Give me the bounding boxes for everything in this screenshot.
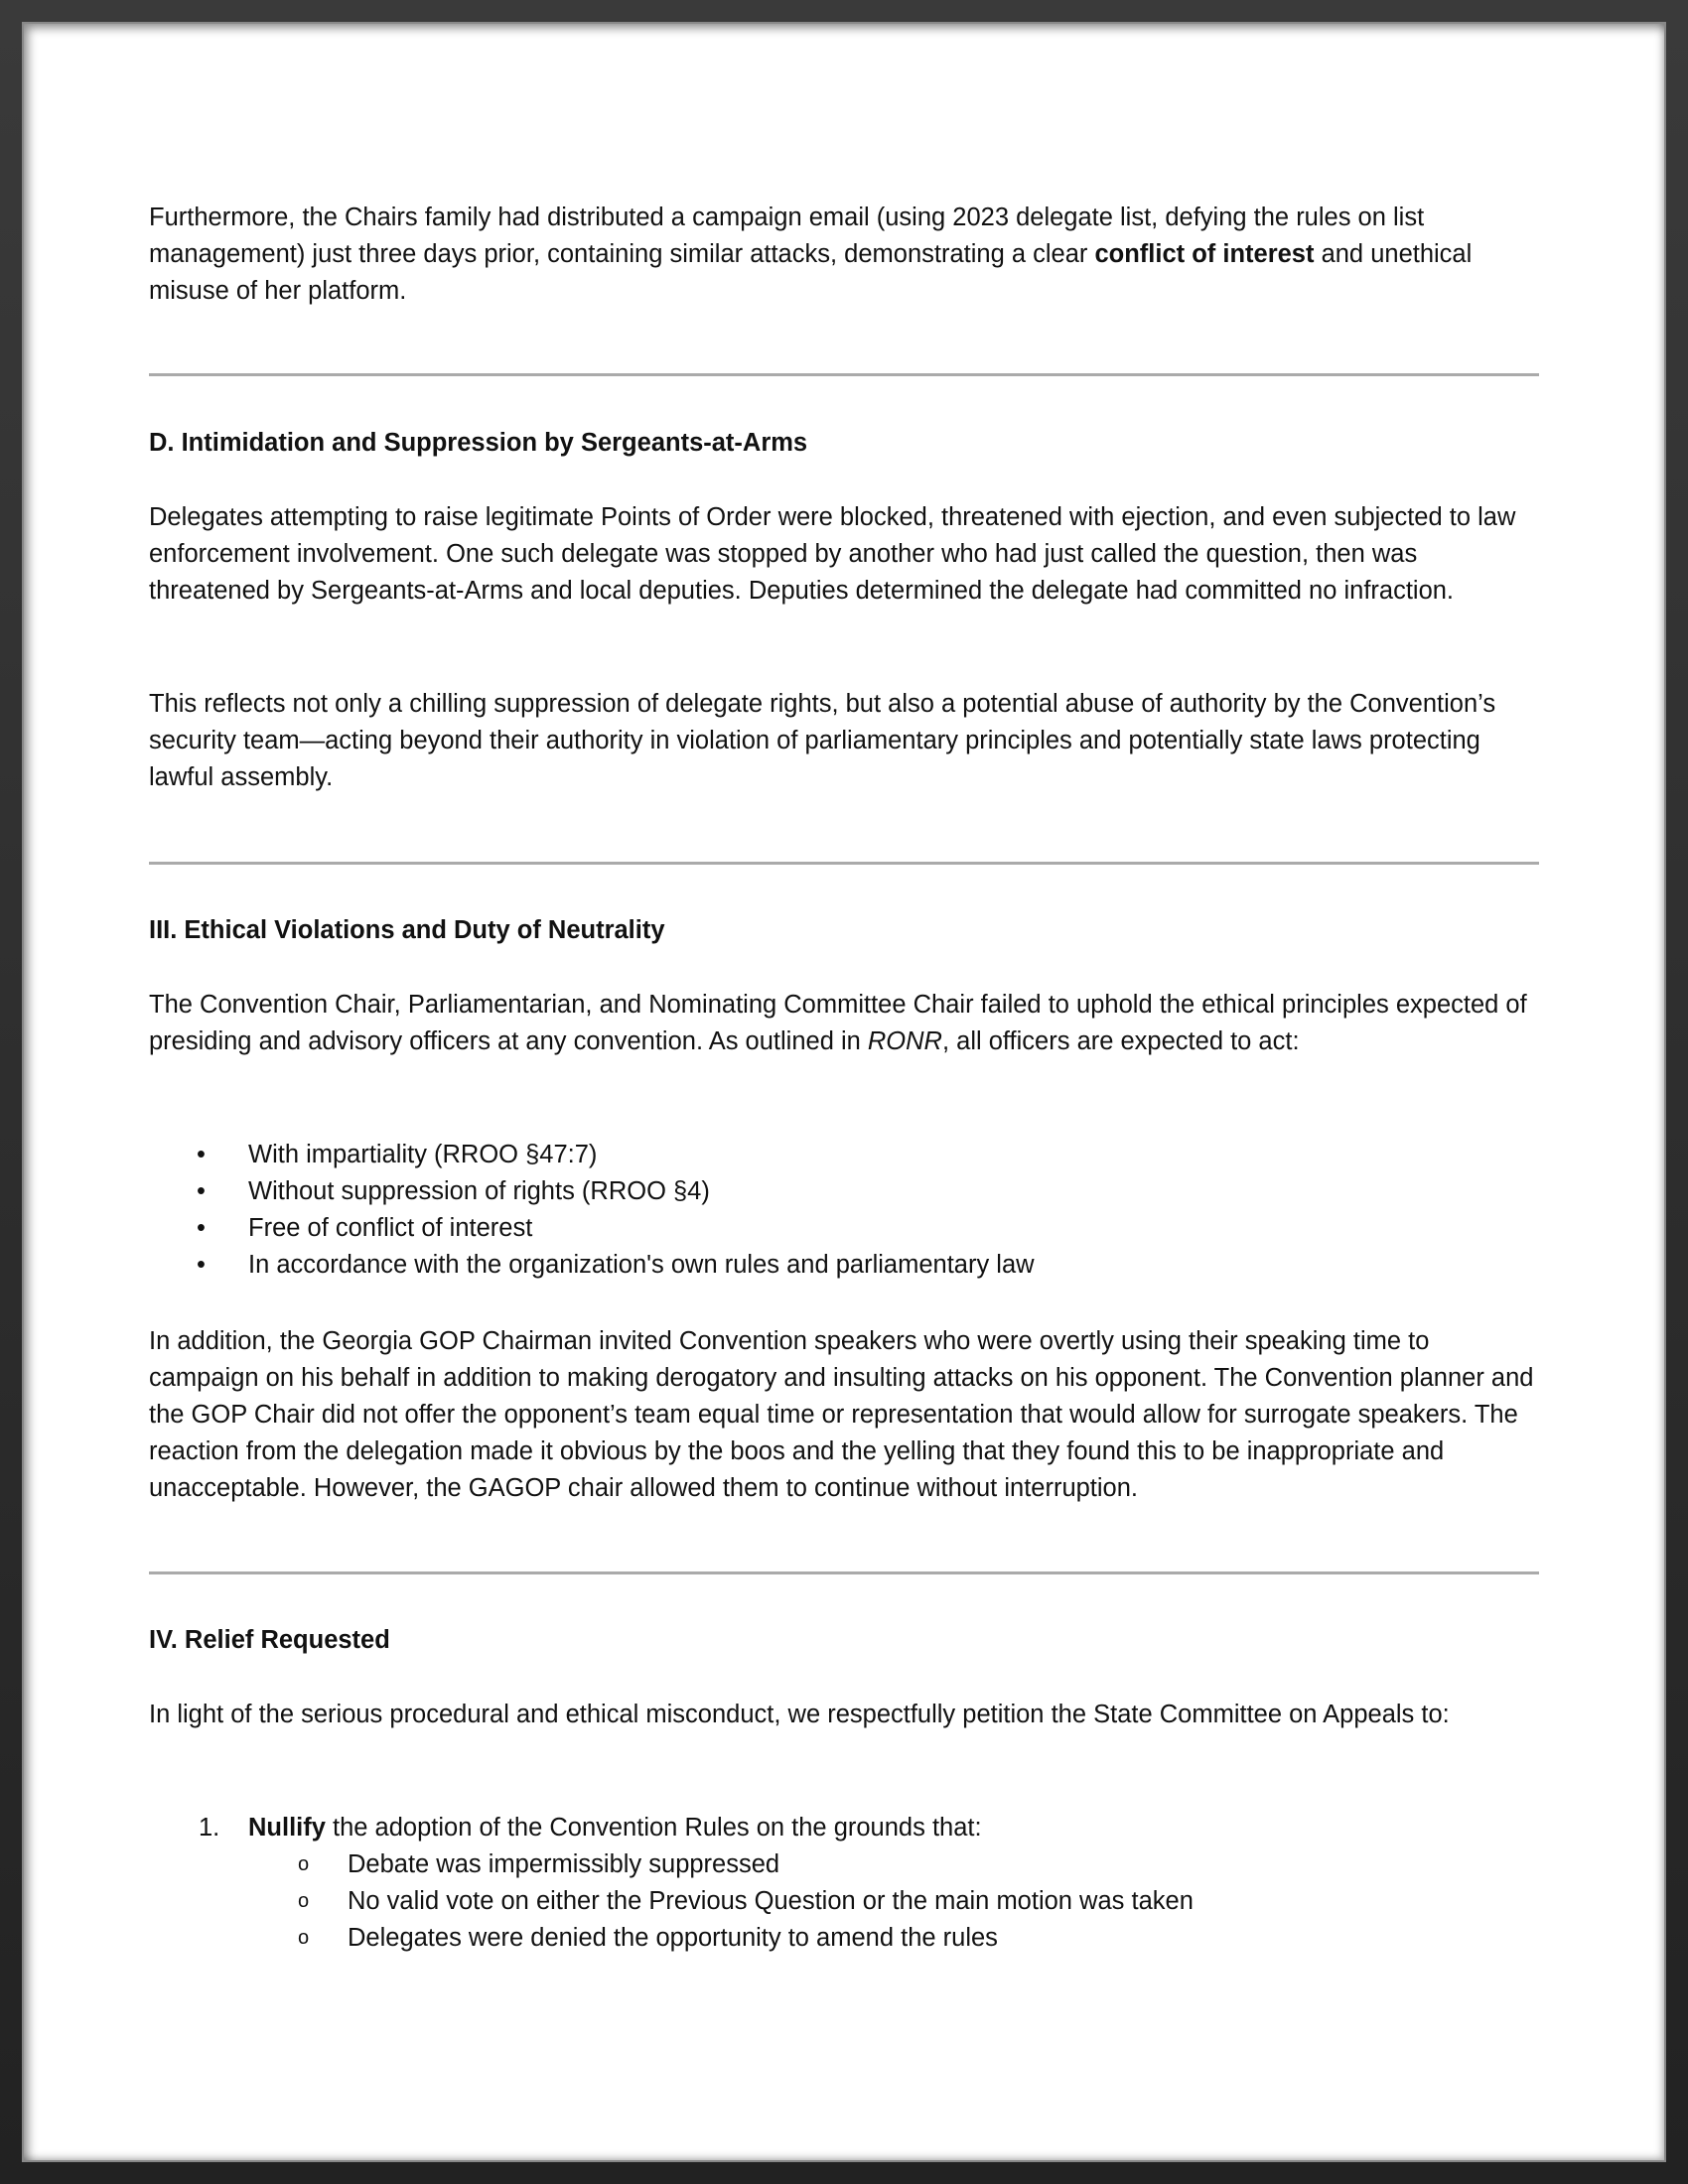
duties-list	[149, 1137, 1539, 1284]
text: and unethical misuse of her platform.	[149, 240, 1473, 305]
section-iv-paragraph: In light of the serious procedural and ethical misconduct, we respectfully petition the State Committee on Appeals to:	[149, 1701, 1450, 1728]
italic-text: RONR	[867, 1027, 942, 1055]
text: , all officers are expected to act:	[941, 1027, 1300, 1055]
section-d-paragraph-2: This reflects not only a chilling suppression of delegate rights, but also a potential abuse of authority by the Convention’s security team—acting beyond their authority in violation of parliamentary principles and potentially state laws protecting lawful assembly.	[149, 690, 1496, 791]
divider	[149, 1571, 1539, 1574]
section-iv-heading: IV. Relief Requested	[149, 1626, 390, 1654]
section-d-heading: D. Intimidation and Suppression by Sergeants-at-Arms	[149, 429, 808, 457]
sub-list-item: o Debate was impermissibly suppressed	[149, 1846, 1539, 1883]
section-iii-heading: III. Ethical Violations and Duty of Neutrality	[149, 916, 665, 944]
list-item	[149, 1810, 1539, 1846]
paragraph-conflict	[149, 200, 1539, 310]
sub-list-item: o No valid vote on either the Previous Question or the main motion was taken	[149, 1883, 1539, 1920]
list-item: • Free of conflict of interest	[149, 1210, 1539, 1247]
bold-text: Nullify	[248, 1814, 326, 1842]
bold-text: conflict of interest	[1094, 240, 1315, 268]
sub-list-item: o Delegates were denied the opportunity to amend the rules	[149, 1920, 1539, 1957]
divider	[149, 862, 1539, 865]
list-item: • In accordance with the organization's own rules and parliamentary law	[149, 1247, 1539, 1284]
section-d-paragraph-1: Delegates attempting to raise legitimate Points of Order were blocked, threatened with ejection, and even subjected to law enforcement involvement. One such delegate was stopped by another who had just called the question, then was threatened by Sergeants-at-Arms and local deputies. Deputies determined the delegate had committed no infraction.	[149, 503, 1516, 605]
section-iii-paragraph-1	[149, 987, 1539, 1060]
divider	[149, 373, 1539, 376]
list-item: • With impartiality (RROO §47:7)	[149, 1137, 1539, 1173]
text: The Convention Chair, Parliamentarian, and Nominating Committee Chair failed to uphold the ethical principles expected of presiding and advisory officers at any convention. As outlined in	[149, 991, 1527, 1055]
text: Furthermore, the Chairs family had distributed a campaign email (using 2023 delegate list, defying the rules on list management) just three days prior, containing similar attacks, demonstrating a clear	[149, 204, 1425, 268]
list-number: 1.	[199, 1814, 220, 1842]
text: the adoption of the Convention Rules on the grounds that:	[325, 1814, 982, 1842]
section-iii-paragraph-2: In addition, the Georgia GOP Chairman invited Convention speakers who were overtly using their speaking time to campaign on his behalf in addition to making derogatory and insulting attacks on his opponent. The Convention planner and the GOP Chair did not offer the opponent’s team equal time or representation that would allow for surrogate speakers. The reaction from the delegation made it obvious by the boos and the yelling that they found this to be inappropriate and unacceptable. However, the GAGOP chair allowed them to continue without interruption.	[149, 1327, 1534, 1502]
relief-list	[149, 1810, 1539, 1957]
list-item: • Without suppression of rights (RROO §4)	[149, 1173, 1539, 1210]
